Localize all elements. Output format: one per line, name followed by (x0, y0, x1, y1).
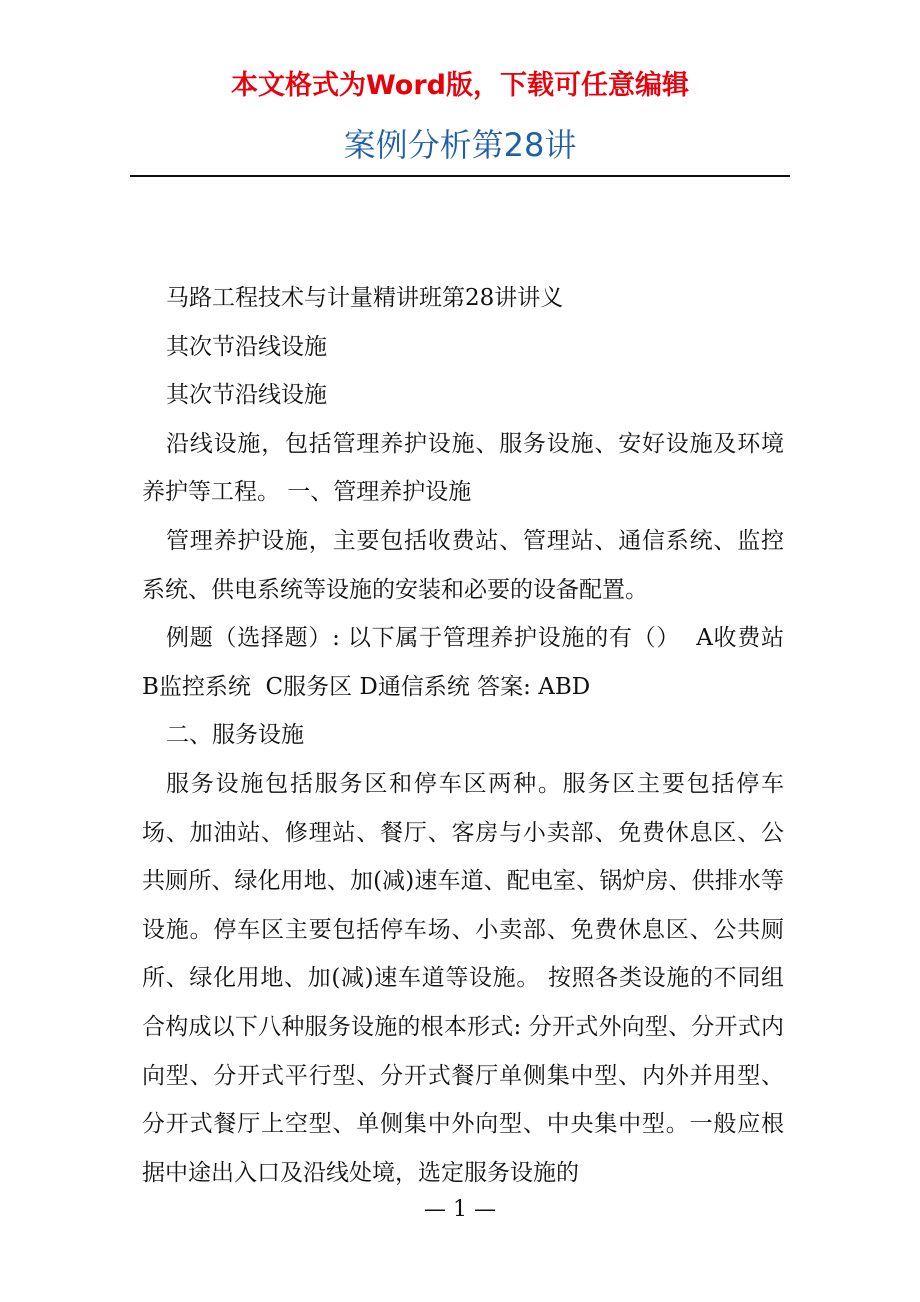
paragraph-maintenance-facilities: 管理养护设施，主要包括收费站、管理站、通信系统、监控系统、供电系统等设施的安装和必要的设备配置。 (142, 527, 784, 603)
paragraph-service-heading: 二、服务设施 (166, 722, 304, 749)
paragraph-example-question: 例题（选择题）: 以下属于管理养护设施的有（） A收费站 B监控系统 C服务区 D通信系统 答案: ABD (142, 625, 792, 700)
paragraph-course-heading: 马路工程技术与计量精讲班第28讲讲义 (166, 285, 564, 311)
document-body (142, 274, 792, 1197)
paragraph-service-facilities: 服务设施包括服务区和停车区两种。服务区主要包括停车场、加油站、修理站、餐厅、客房与小卖部、免费休息区、公共厕所、绿化用地、加(减)速车道、配电室、锅炉房、供排水等设施。停车区主要包括停车场、小卖部、免费休息区、公共厕所、绿化用地、加(减)速车道等设施。 按照各类设施的不同组合构成以下八种服务设施的根本形式: 分开式外向型、分开式内向型、分开式平行型、分开式餐厅单侧集中型、内外并用型、分开式餐厅上空型、单侧集中外向型、中央集中型。一般应根据中途出入口及沿线处境，选定服务设施的 (142, 770, 784, 1186)
paragraph-section-heading: 其次节沿线设施 (166, 333, 327, 360)
page-number: — 1 — (424, 1197, 496, 1222)
paragraph-section-heading-repeat: 其次节沿线设施 (166, 382, 327, 409)
paragraph-facilities-intro: 沿线设施，包括管理养护设施、服务设施、安好设施及环境养护等工程。 一、管理养护设施 (142, 430, 784, 506)
title-divider (130, 175, 790, 177)
download-notice: 本文格式为Word版，下载可任意编辑 (230, 70, 689, 101)
document-title: 案例分析第28讲 (343, 126, 577, 164)
